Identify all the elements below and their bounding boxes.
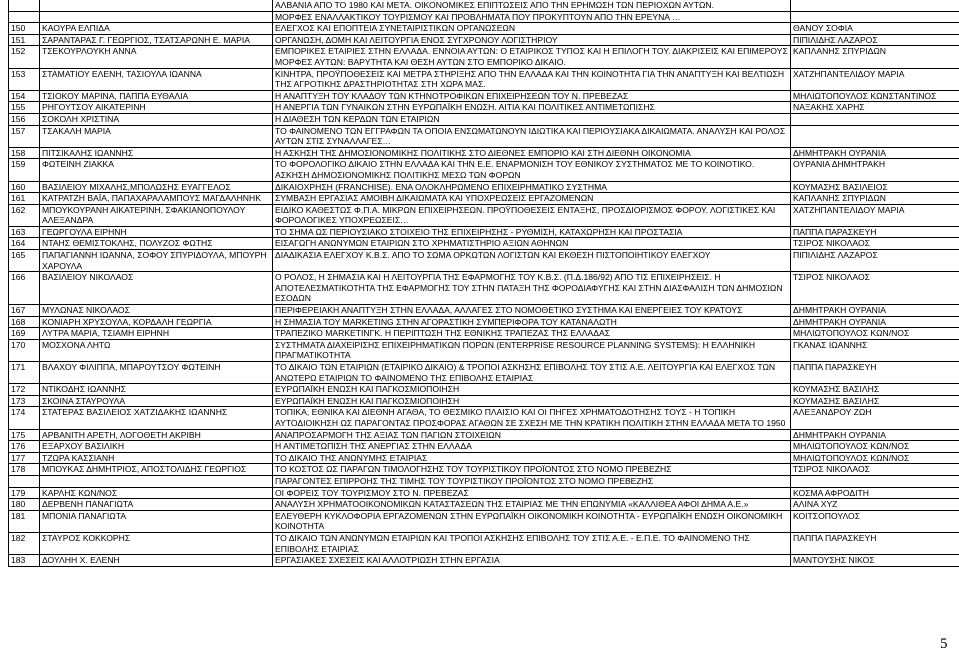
- name-cell: ΒΑΣΙΛΕΙΟΥ ΜΙΧΑΛΗΣ,ΜΠΟΛΩΣΗΣ ΕΥΑΓΓΕΛΟΣ: [40, 181, 273, 193]
- table-row: [9, 328, 959, 340]
- name-cell: ΣΤΑΜΑΤΙΟΥ ΕΛΕΝΗ, ΤΑΣΙΟΥΛΑ ΙΩΑΝΝΑ: [40, 68, 273, 90]
- name-cell: ΣΚΟΙΝΑ ΣΤΑΥΡΟΥΛΑ: [40, 395, 273, 407]
- supervisor-cell: ΑΛΙΝΑ ΧΥΖ: [791, 499, 959, 511]
- name-cell: ΤΖΩΡΑ ΚΑΣΣΙΑΝΗ: [40, 452, 273, 464]
- table-row: [9, 555, 959, 567]
- title-cell: ΤΟ ΦΟΡΟΛΟΓΙΚΟ ΔΙΚΑΙΟ ΣΤΗΝ ΕΛΛΑΔΑ ΚΑΙ ΤΗΝ Ε.Ε. ΕΝΑΡΜΟΝΙΣΗ ΤΟΥ ΕΘΝΙΚΟΥ ΣΥΣΤΗΜΑΤΟΣ ΜΕ ΤΟ ΚΟΙΝΟΤΙΚΟ. ΑΣΚΗΣΗ ΔΗΜΟΣΙΟΝΟΜΙΚΗΣ ΠΟΛΙΤΙΚΗΣ ΜΕΣΩ ΤΩΝ ΦΟΡΩΝ: [273, 159, 791, 181]
- title-cell: ΤΟΠΙΚΑ, ΕΘΝΙΚΑ ΚΑΙ ΔΙΕΘΝΗ ΑΓΑΘΑ, ΤΟ ΘΕΣΜΙΚΟ ΠΛΑΙΣΙΟ ΚΑΙ ΟΙ ΠΗΓΕΣ ΧΡΗΜΑΤΟΔΟΤΗΣΗΣ ΤΟΥΣ - Η ΤΟΠΙΚΗ ΑΥΤΟΔΙΟΙΚΗΣΗ ΩΣ ΠΑΡΑΓΟΝΤΑΣ ΠΡΟΣΦΟΡΑΣ ΑΓΑΘΩΝ ΣΕ ΣΧΕΣΗ ΜΕ ΤΗΝ ΚΡΑΤΙΚΗ ΠΟΛΙΤΙΚΗ ΣΤΗΝ ΕΛΛΑΔΑ ΜΕΤΑ ΤΟ 1950: [273, 407, 791, 429]
- title-cell: ΕΥΡΩΠΑΪΚΗ ΕΝΩΣΗ ΚΑΙ ΠΑΓΚΟΣΜΙΟΠΟΙΗΣΗ: [273, 395, 791, 407]
- name-cell: ΡΗΓΟΥΤΣΟΥ ΑΙΚΑΤΕΡΙΝΗ: [40, 102, 273, 114]
- number-cell: 157: [9, 125, 40, 147]
- number-cell: 178: [9, 464, 40, 476]
- name-cell: ΚΟΝΙΑΡΗ ΧΡΥΣΟΥΛΑ, ΚΟΡΔΑΛΗ ΓΕΩΡΓΙΑ: [40, 316, 273, 328]
- number-cell: 167: [9, 305, 40, 317]
- title-cell: ΕΛΕΓΧΟΣ ΚΑΙ ΕΠΟΠΤΕΙΑ ΣΥΝΕΤΑΙΡΙΣΤΙΚΩΝ ΟΡΓΑΝΩΣΕΩΝ: [273, 23, 791, 35]
- name-cell: ΜΥΛΩΝΑΣ ΝΙΚΟΛΑΟΣ: [40, 305, 273, 317]
- supervisor-cell: ΜΗΛΙΩΤΟΠΟΥΛΟΣ ΚΩΝ/ΝΟΣ: [791, 441, 959, 453]
- table-row: [9, 441, 959, 453]
- name-cell: ΓΕΩΡΓΟΥΛΑ ΕΙΡΗΝΗ: [40, 226, 273, 238]
- supervisor-cell: ΔΗΜΗΤΡΑΚΗ ΟΥΡΑΝΙΑ: [791, 147, 959, 159]
- name-cell: ΦΩΤΕΙΝΗ ΖΙΑΚΚΑ: [40, 159, 273, 181]
- name-cell: ΒΑΣΙΛΕΙΟΥ ΝΙΚΟΛΑΟΣ: [40, 272, 273, 305]
- continuation-row: [9, 11, 959, 23]
- title-cell: Η ΑΝΑΠΤΥΞΗ ΤΟΥ ΚΛΑΔΟΥ ΤΩΝ ΚΤΗΝΟΤΡΟΦΙΚΩΝ ΕΠΙΧΕΙΡΗΣΕΩΝ ΤΟΥ Ν. ΠΡΕΒΕΖΑΣ: [273, 90, 791, 102]
- supervisor-cell: [791, 475, 959, 487]
- number-cell: 150: [9, 23, 40, 35]
- name-cell: ΝΤΙΚΟΔΗΣ ΙΩΑΝΝΗΣ: [40, 384, 273, 396]
- supervisor-cell: ΟΥΡΑΝΙΑ ΔΗΜΗΤΡΑΚΗ: [791, 159, 959, 181]
- title-cell: ΕΙΣΑΓΩΓΗ ΑΝΩΝΥΜΩΝ ΕΤΑΙΡΙΩΝ ΣΤΟ ΧΡΗΜΑΤΙΣΤΗΡΙΟ ΑΞΙΩΝ ΑΘΗΝΩΝ: [273, 238, 791, 250]
- table-row: [9, 464, 959, 476]
- name-cell: ΝΤΑΗΣ ΘΕΜΙΣΤΟΚΛΗΣ, ΠΟΛΥΖΟΣ ΦΩΤΗΣ: [40, 238, 273, 250]
- number-cell: 164: [9, 238, 40, 250]
- table-row: [9, 316, 959, 328]
- name-cell: ΠΑΠΑΓΙΑΝΝΗ ΙΩΑΝΝΑ, ΣΟΦΟΥ ΣΠΥΡΙΔΟΥΛΑ, ΜΠΟΥΡΗ ΧΑΡΟΥΛΑ: [40, 250, 273, 272]
- supervisor-cell: ΚΟΙΤΣΟΠΟΥΛΟΣ: [791, 510, 959, 532]
- number-cell: 174: [9, 407, 40, 429]
- supervisor-cell: ΤΣΙΡΟΣ ΝΙΚΟΛΑΟΣ: [791, 272, 959, 305]
- continuation-row: [9, 0, 959, 11]
- thesis-table: [8, 0, 959, 567]
- title-cell: ΣΥΜΒΑΣΗ ΕΡΓΑΣΙΑΣ ΑΜΟΙΒΗ ΔΙΚΑΙΩΜΑΤΑ ΚΑΙ ΥΠΟΧΡΕΩΣΕΙΣ ΕΡΓΑΖΟΜΕΝΩΝ: [273, 193, 791, 205]
- supervisor-cell: ΓΚΑΝΑΣ ΙΩΑΝΝΗΣ: [791, 339, 959, 361]
- table-row: [9, 181, 959, 193]
- title-cell: Η ΑΣΚΗΣΗ ΤΗΣ ΔΗΜΟΣΙΟΝΟΜΙΚΗΣ ΠΟΛΙΤΙΚΗΣ ΣΤΟ ΔΙΕΘΝΕΣ ΕΜΠΟΡΙΟ ΚΑΙ ΣΤΗ ΔΙΕΘΝΗ ΟΙΚΟΝΟΜΙΑ: [273, 147, 791, 159]
- page-number: 5: [940, 636, 948, 652]
- supervisor-cell: ΚΟΥΜΑΣΗΣ ΒΑΣΙΛΗΣ: [791, 395, 959, 407]
- title-cell: ΤΡΑΠΕΖΙΚΟ MARKETINΓK. Η ΠΕΡΙΠΤΩΣΗ ΤΗΣ ΕΘΝΙΚΗΣ ΤΡΑΠΕΖΑΣ ΤΗΣ ΕΛΛΑΔΑΣ: [273, 328, 791, 340]
- name-cell: ΚΑΡΛΗΣ ΚΩΝ/ΝΟΣ: [40, 487, 273, 499]
- number-cell: 166: [9, 272, 40, 305]
- supervisor-cell: ΔΗΜΗΤΡΑΚΗ ΟΥΡΑΝΙΑ: [791, 305, 959, 317]
- supervisor-cell: ΔΗΜΗΤΡΑΚΗ ΟΥΡΑΝΙΑ: [791, 429, 959, 441]
- table-row: [9, 34, 959, 46]
- table-row: [9, 429, 959, 441]
- title-cell: ΑΝΑΛΥΣΗ ΧΡΗΜΑΤΟΟΙΚΟΝΟΜΙΚΩΝ ΚΑΤΑΣΤΑΣΕΩΝ ΤΗΣ ΕΤΑΙΡΙΑΣ ΜΕ ΤΗΝ ΕΠΩΝΥΜΙΑ «ΚΑΛΛΙΘΕΑ ΑΦΟΙ ΔΗΜΑ Α.Ε.»: [273, 499, 791, 511]
- table-row: [9, 272, 959, 305]
- supervisor-cell: ΚΑΠΛΑΝΗΣ ΣΠΥΡΙΔΩΝ: [791, 193, 959, 205]
- table-row: [9, 226, 959, 238]
- title-cell: Η ΑΝΤΙΜΕΤΩΠΙΣΗ ΤΗΣ ΑΝΕΡΓΙΑΣ ΣΤΗΝ ΕΛΛΑΔΑ: [273, 441, 791, 453]
- name-cell: [40, 0, 273, 11]
- table-row: [9, 532, 959, 554]
- supervisor-cell: ΧΑΤΖΗΠΑΝΤΕΛΙΔΟΥ ΜΑΡΙΑ: [791, 204, 959, 226]
- supervisor-cell: ΚΑΠΛΑΝΗΣ ΣΠΥΡΙΔΩΝ: [791, 46, 959, 68]
- supervisor-cell: ΜΗΛΙΩΤΟΠΟΥΛΟΣ ΚΩΝΣΤΑΝΤΙΝΟΣ: [791, 90, 959, 102]
- supervisor-cell: [791, 113, 959, 125]
- table-row: [9, 147, 959, 159]
- table-row: [9, 193, 959, 205]
- title-cell: ΤΟ ΣΗΜΑ ΩΣ ΠΕΡΙΟΥΣΙΑΚΟ ΣΤΟΙΧΕΙΟ ΤΗΣ ΕΠΙΧΕΙΡΗΣΗΣ - ΡΥΘΜΙΣΗ, ΚΑΤΑΧΩΡΗΣΗ ΚΑΙ ΠΡΟΣΤΑΣΙΑ: [273, 226, 791, 238]
- number-cell: 151: [9, 34, 40, 46]
- number-cell: 176: [9, 441, 40, 453]
- number-cell: 177: [9, 452, 40, 464]
- number-cell: 180: [9, 499, 40, 511]
- name-cell: ΑΡΒΑΝΙΤΗ ΑΡΕΤΗ, ΛΟΓΟΘΕΤΗ ΑΚΡΙΒΗ: [40, 429, 273, 441]
- number-cell: [9, 11, 40, 23]
- supervisor-cell: ΘΑΝΟΥ ΣΟΦΙΑ: [791, 23, 959, 35]
- table-row: [9, 339, 959, 361]
- title-cell: ΚΙΝΗΤΡΑ, ΠΡΟΫΠΟΘΕΣΕΙΣ ΚΑΙ ΜΕΤΡΑ ΣΤΗΡΙΞΗΣ ΑΠΟ ΤΗΝ ΕΛΛΑΔΑ ΚΑΙ ΤΗΝ ΚΟΙΝΟΤΗΤΑ ΓΙΑ ΤΗΝ ΑΝΑΠΤΥΞΗ ΚΑΙ ΒΕΛΤΙΩΣΗ ΤΗΣ ΑΓΡΟΤΙΚΗΣ ΔΡΑΣΤΗΡΙΟΤΗΤΑΣ ΣΤΗ ΧΩΡΑ ΜΑΣ.: [273, 68, 791, 90]
- supervisor-cell: [791, 125, 959, 147]
- number-cell: 172: [9, 384, 40, 396]
- table-row: [9, 510, 959, 532]
- supervisor-cell: ΚΟΣΜΑ ΑΦΡΟΔΙΤΗ: [791, 487, 959, 499]
- title-cell: ΔΙΚΑΙΟΧΡΗΣΗ (FRANCHISE). ΕΝΑ ΟΛΟΚΛΗΡΩΜΕΝΟ ΕΠΙΧΕΙΡΗΜΑΤΙΚΟ ΣΥΣΤΗΜΑ: [273, 181, 791, 193]
- supervisor-cell: ΤΣΙΡΟΣ ΝΙΚΟΛΑΟΣ: [791, 464, 959, 476]
- name-cell: ΤΣΕΚΟΥΡΛΟΥΚΗ ΑΝΝΑ: [40, 46, 273, 68]
- title-cell: ΜΟΡΦΕΣ ΕΝΑΛΛΑΚΤΙΚΟΥ ΤΟΥΡΙΣΜΟΥ ΚΑΙ ΠΡΟΒΛΗΜΑΤΑ ΠΟΥ ΠΡΟΚΥΠΤΟΥΝ ΑΠΟ ΤΗΝ ΕΡΕΥΝΑ …: [273, 11, 791, 23]
- title-cell: ΔΙΑΔΙΚΑΣΙΑ ΕΛΕΓΧΟΥ Κ.Β.Σ. ΑΠΟ ΤΟ ΣΩΜΑ ΟΡΚΩΤΩΝ ΛΟΓΙΣΤΩΝ ΚΑΙ ΕΚΘΕΣΗ ΠΙΣΤΟΠΟΙΗΤΙΚΟΥ ΕΛΕΓΧΟΥ: [273, 250, 791, 272]
- number-cell: 153: [9, 68, 40, 90]
- number-cell: 156: [9, 113, 40, 125]
- name-cell: ΤΣΙΟΚΟΥ ΜΑΡΙΝΑ, ΠΑΠΠΑ ΕΥΘΑΛΙΑ: [40, 90, 273, 102]
- title-cell: ΑΝΑΠΡΟΣΑΡΜΟΓΗ ΤΗΣ ΑΞΙΑΣ ΤΩΝ ΠΑΓΙΩΝ ΣΤΟΙΧΕΙΩΝ: [273, 429, 791, 441]
- table-row: [9, 204, 959, 226]
- number-cell: 170: [9, 339, 40, 361]
- table-row: [9, 305, 959, 317]
- title-cell: ΑΛΒΑΝΙΑ ΑΠΟ ΤΟ 1980 ΚΑΙ ΜΕΤΑ. ΟΙΚΟΝΟΜΙΚΕΣ ΕΠΙΠΤΩΣΕΙΣ ΑΠΟ ΤΗΝ ΕΡΗΜΩΣΗ ΤΩΝ ΠΕΡΙΟΧΩΝ ΑΥΤΩΝ.: [273, 0, 791, 11]
- supervisor-cell: ΑΛΕΞΑΝΔΡΟΥ ΖΩΗ: [791, 407, 959, 429]
- supervisor-cell: ΔΗΜΗΤΡΑΚΗ ΟΥΡΑΝΙΑ: [791, 316, 959, 328]
- supervisor-cell: ΠΙΠΙΛΙΔΗΣ ΛΑΖΑΡΟΣ: [791, 250, 959, 272]
- name-cell: ΒΛΑΧΟΥ ΦΙΛΙΠΠΑ, ΜΠΑΡΟΥΤΣΟΥ ΦΩΤΕΙΝΗ: [40, 362, 273, 384]
- number-cell: 171: [9, 362, 40, 384]
- title-cell: Η ΑΝΕΡΓΙΑ ΤΩΝ ΓΥΝΑΙΚΩΝ ΣΤΗΝ ΕΥΡΩΠΑΪΚΗ ΕΝΩΣΗ. ΑΙΤΙΑ ΚΑΙ ΠΟΛΙΤΙΚΕΣ ΑΝΤΙΜΕΤΩΠΙΣΗΣ: [273, 102, 791, 114]
- supervisor-cell: ΠΙΠΙΛΙΔΗΣ ΛΑΖΑΡΟΣ: [791, 34, 959, 46]
- table-row: [9, 250, 959, 272]
- name-cell: ΣΤΑΤΕΡΑΣ ΒΑΣΙΛΕΙΟΣ ΧΑΤΖΙΔΑΚΗΣ ΙΩΑΝΝΗΣ: [40, 407, 273, 429]
- table-row: [9, 125, 959, 147]
- title-cell: ΕΥΡΩΠΑΪΚΗ ΕΝΩΣΗ ΚΑΙ ΠΑΓΚΟΣΜΙΟΠΟΙΗΣΗ: [273, 384, 791, 396]
- supervisor-cell: ΜΗΛΙΩΤΟΠΟΥΛΟΣ ΚΩΝ/ΝΟΣ: [791, 328, 959, 340]
- number-cell: 169: [9, 328, 40, 340]
- supervisor-cell: ΠΑΠΠΑ ΠΑΡΑΣΚΕΥΗ: [791, 226, 959, 238]
- name-cell: ΣΟΚΟΛΗ ΧΡΙΣΤΙΝΑ: [40, 113, 273, 125]
- number-cell: 155: [9, 102, 40, 114]
- table-row: [9, 407, 959, 429]
- title-cell: Η ΣΗΜΑΣΙΑ ΤΟΥ MARKETING ΣΤΗΝ ΑΓΟΡΑΣΤΙΚΗ ΣΥΜΠΕΡΙΦΟΡΑ ΤΟΥ ΚΑΤΑΝΑΛΩΤΗ: [273, 316, 791, 328]
- supervisor-cell: ΠΑΠΠΑ ΠΑΡΑΣΚΕΥΗ: [791, 532, 959, 554]
- number-cell: 165: [9, 250, 40, 272]
- name-cell: ΜΠΟΝΙΑ ΠΑΝΑΓΙΩΤΑ: [40, 510, 273, 532]
- title-cell: ΤΟ ΚΟΣΤΟΣ ΩΣ ΠΑΡΑΓΩΝ ΤΙΜΟΛΟΓΗΣΗΣ ΤΟΥ ΤΟΥΡΙΣΤΙΚΟΥ ΠΡΟΪΟΝΤΟΣ ΣΤΟ ΝΟΜΟ ΠΡΕΒΕΖΗΣ: [273, 464, 791, 476]
- title-cell: ΤΟ ΔΙΚΑΙΟ ΤΩΝ ΑΝΩΝΥΜΩΝ ΕΤΑΙΡΙΩΝ ΚΑΙ ΤΡΟΠΟΙ ΑΣΚΗΣΗΣ ΕΠΙΒΟΛΗΣ ΤΟΥ ΣΤΙΣ Α.Ε. - Ε.Π.Ε. ΤΟ ΦΑΙΝΟΜΕΝΟ ΤΗΣ ΕΠΙΒΟΛΗΣ ΕΤΑΙΡΙΑΣ: [273, 532, 791, 554]
- number-cell: 183: [9, 555, 40, 567]
- supervisor-cell: ΠΑΠΠΑ ΠΑΡΑΣΚΕΥΗ: [791, 362, 959, 384]
- name-cell: ΣΑΡΑΝΤΑΡΑΣ Γ. ΓΕΩΡΓΙΟΣ, ΤΣΑΤΣΑΡΩΝΗ Ε. ΜΑΡΙΑ: [40, 34, 273, 46]
- table-row: [9, 362, 959, 384]
- table-row: [9, 102, 959, 114]
- number-cell: 175: [9, 429, 40, 441]
- title-cell: ΤΟ ΔΙΚΑΙΟ ΤΩΝ ΕΤΑΙΡΙΩΝ (ΕΤΑΙΡΙΚΟ ΔΙΚΑΙΟ) & ΤΡΟΠΟΙ ΑΣΚΗΣΗΣ ΕΠΙΒΟΛΗΣ ΤΟΥ ΣΤΙΣ Α.Ε. ΛΕΙΤΟΥΡΓΙΑ ΚΑΙ ΕΛΕΓΧΟΣ ΤΩΝ ΑΝΩΤΕΡΩ ΕΤΑΙΡΙΩΝ ΤΟ ΦΑΙΝΟΜΕΝΟ ΤΗΣ ΕΠΙΒΟΛΗΣ ΕΤΑΙΡΙΑΣ: [273, 362, 791, 384]
- name-cell: ΣΤΑΥΡΟΣ ΚΟΚΚΟΡΗΣ: [40, 532, 273, 554]
- table-row: [9, 499, 959, 511]
- number-cell: 152: [9, 46, 40, 68]
- number-cell: [9, 0, 40, 11]
- number-cell: 181: [9, 510, 40, 532]
- table-row: [9, 90, 959, 102]
- title-cell: ΟΙ ΦΟΡΕΙΣ ΤΟΥ ΤΟΥΡΙΣΜΟΥ ΣΤΟ Ν. ΠΡΕΒΕΖΑΣ: [273, 487, 791, 499]
- title-cell: ΠΕΡΙΦΕΡΕΙΑΚΗ ΑΝΑΠΤΥΞΗ ΣΤΗΝ ΕΛΛΑΔΑ, ΑΛΛΑΓΕΣ ΣΤΟ ΝΟΜΟΘΕΤΙΚΟ ΣΥΣΤΗΜΑ ΚΑΙ ΕΝΕΡΓΕΙΕΣ ΤΟΥ ΚΡΑΤΟΥΣ: [273, 305, 791, 317]
- name-cell: ΔΕΡΒΕΝΗ ΠΑΝΑΓΙΩΤΑ: [40, 499, 273, 511]
- thesis-table-body: [9, 0, 959, 566]
- name-cell: ΚΑΟΥΡΑ ΕΛΠΙΔΑ: [40, 23, 273, 35]
- name-cell: [40, 475, 273, 487]
- number-cell: 173: [9, 395, 40, 407]
- number-cell: 160: [9, 181, 40, 193]
- number-cell: 154: [9, 90, 40, 102]
- title-cell: Η ΔΙΑΘΕΣΗ ΤΩΝ ΚΕΡΔΩΝ ΤΩΝ ΕΤΑΙΡΙΩΝ: [273, 113, 791, 125]
- supervisor-cell: ΜΑΝΤΟΥΣΗΣ ΝΙΚΟΣ: [791, 555, 959, 567]
- title-cell: ΣΥΣΤΗΜΑΤΑ ΔΙΑΧΕΙΡΙΣΗΣ ΕΠΙΧΕΙΡΗΜΑΤΙΚΩΝ ΠΟΡΩΝ (ENTERPRISE RESOURCE PLANNING SYSTEMS): Η ΕΛΛΗΝΙΚΗ ΠΡΑΓΜΑΤΙΚΟΤΗΤΑ: [273, 339, 791, 361]
- table-row: [9, 238, 959, 250]
- title-cell: ΕΙΔΙΚΟ ΚΑΘΕΣΤΩΣ Φ.Π.Α. ΜΙΚΡΩΝ ΕΠΙΧΕΙΡΗΣΕΩΝ. ΠΡΟΫΠΟΘΕΣΕΙΣ ΕΝΤΑΞΗΣ, ΠΡΟΣΔΙΟΡΙΣΜΟΣ ΦΟΡΟΥ. ΛΟΓΙΣΤΙΚΕΣ ΚΑΙ ΦΟΡΟΛΟΓΙΚΕΣ ΥΠΟΧΡΕΩΣΕΙΣ…: [273, 204, 791, 226]
- table-row: [9, 159, 959, 181]
- name-cell: ΕΞΑΡΧΟΥ ΒΑΣΙΛΙΚΗ: [40, 441, 273, 453]
- name-cell: ΜΠΟΥΚΟΥΡΑΝΗ ΑΙΚΑΤΕΡΙΝΗ, ΣΦΑΚΙΑΝΟΠΟΥΛΟΥ ΑΛΕΞΑΝΔΡΑ: [40, 204, 273, 226]
- name-cell: ΜΟΣΧΟΝΑ ΛΗΤΩ: [40, 339, 273, 361]
- number-cell: 163: [9, 226, 40, 238]
- table-row: [9, 46, 959, 68]
- table-row: [9, 68, 959, 90]
- title-cell: Ο ΡΟΛΟΣ, Η ΣΗΜΑΣΙΑ ΚΑΙ Η ΛΕΙΤΟΥΡΓΙΑ ΤΗΣ ΕΦΑΡΜΟΓΗΣ ΤΟΥ Κ.Β.Σ. (Π.Δ.186/92) ΑΠΟ ΤΙΣ ΕΠΙΧΕΙΡΗΣΕΙΣ. Η ΑΠΟΤΕΛΕΣΜΑΤΙΚΟΤΗΤΑ ΤΗΣ ΕΦΑΡΜΟΓΗΣ ΤΟΥ ΣΤΗΝ ΠΑΤΑΞΗ ΤΗΣ ΦΟΡΟΔΙΑΦΥΓΗΣ ΚΑΙ ΣΤΗΝ ΔΙΑΣΦΑΛΙΣΗ ΤΩΝ ΔΗΜΟΣΙΩΝ ΕΣΟΔΩΝ: [273, 272, 791, 305]
- name-cell: ΛΥΤΡΑ ΜΑΡΙΑ, ΤΣΙΑΜΗ ΕΙΡΗΝΗ: [40, 328, 273, 340]
- name-cell: ΤΣΑΚΑΛΗ ΜΑΡΙΑ: [40, 125, 273, 147]
- name-cell: ΔΟΥΛΗΗ Χ. ΕΛΕΝΗ: [40, 555, 273, 567]
- table-row: [9, 384, 959, 396]
- title-cell: ΟΡΓΑΝΩΣΗ, ΔΟΜΗ ΚΑΙ ΛΕΙΤΟΥΡΓΙΑ ΕΝΟΣ ΣΥΓΧΡΟΝΟΥ ΛΟΓΙΣΤΗΡΙΟΥ: [273, 34, 791, 46]
- table-row: [9, 395, 959, 407]
- title-cell: ΕΡΓΑΣΙΑΚΕΣ ΣΧΕΣΕΙΣ ΚΑΙ ΑΛΛΟΤΡΙΩΣΗ ΣΤΗΝ ΕΡΓΑΣΙΑ: [273, 555, 791, 567]
- table-row: [9, 113, 959, 125]
- title-cell: ΠΑΡΑΓΟΝΤΕΣ ΕΠΙΡΡΟΗΣ ΤΗΣ ΤΙΜΗΣ ΤΟΥ ΤΟΥΡΙΣΤΙΚΟΥ ΠΡΟΪΟΝΤΟΣ ΣΤΟ ΝΟΜΟ ΠΡΕΒΕΖΗΣ: [273, 475, 791, 487]
- supervisor-cell: [791, 11, 959, 23]
- table-row: [9, 487, 959, 499]
- table-row: [9, 452, 959, 464]
- number-cell: 158: [9, 147, 40, 159]
- title-cell: ΤΟ ΔΙΚΑΙΟ ΤΗΣ ΑΝΩΝΥΜΗΣ ΕΤΑΙΡΙΑΣ: [273, 452, 791, 464]
- supervisor-cell: ΚΟΥΜΑΣΗΣ ΒΑΣΙΛΗΣ: [791, 384, 959, 396]
- number-cell: 162: [9, 204, 40, 226]
- supervisor-cell: ΝΑΞΑΚΗΣ ΧΑΡΗΣ: [791, 102, 959, 114]
- table-row: [9, 23, 959, 35]
- title-cell: ΕΜΠΟΡΙΚΕΣ ΕΤΑΙΡΙΕΣ ΣΤΗΝ ΕΛΛΑΔΑ. ΕΝΝΟΙΑ ΑΥΤΩΝ: Ο ΕΤΑΙΡΙΚΟΣ ΤΥΠΟΣ ΚΑΙ Η ΕΠΙΛΟΓΗ ΤΟΥ. ΔΙΑΚΡΙΣΕΙΣ ΚΑΙ ΕΠΙΜΕΡΟΥΣ ΜΟΡΦΕΣ ΑΥΤΩΝ: ΒΑΡΥΤΗΤΑ ΚΑΙ ΘΕΣΗ ΑΥΤΩΝ ΣΤΟ ΕΜΠΟΡΙΚΟ ΔΙΚΑΙΟ.: [273, 46, 791, 68]
- number-cell: 161: [9, 193, 40, 205]
- supervisor-cell: ΧΑΤΖΗΠΑΝΤΕΛΙΔΟΥ ΜΑΡΙΑ: [791, 68, 959, 90]
- name-cell: ΠΙΤΣΙΚΑΛΗΣ ΙΩΑΝΝΗΣ: [40, 147, 273, 159]
- supervisor-cell: [791, 0, 959, 11]
- number-cell: 168: [9, 316, 40, 328]
- number-cell: 182: [9, 532, 40, 554]
- supervisor-cell: ΤΣΙΡΟΣ ΝΙΚΟΛΑΟΣ: [791, 238, 959, 250]
- supervisor-cell: ΜΗΛΙΩΤΟΠΟΥΛΟΣ ΚΩΝ/ΝΟΣ: [791, 452, 959, 464]
- supervisor-cell: ΚΟΥΜΑΣΗΣ ΒΑΣΙΛΕΙΟΣ: [791, 181, 959, 193]
- number-cell: 159: [9, 159, 40, 181]
- name-cell: ΜΠΟΥΚΑΣ ΔΗΜΗΤΡΙΟΣ, ΑΠΟΣΤΟΛΙΔΗΣ ΓΕΩΡΓΙΟΣ: [40, 464, 273, 476]
- number-cell: [9, 475, 40, 487]
- title-cell: ΕΛΕΥΘΕΡΗ ΚΥΚΛΟΦΟΡΙΑ ΕΡΓΑΖΟΜΕΝΩΝ ΣΤΗΝ ΕΥΡΩΠΑΪΚΗ ΟΙΚΟΝΟΜΙΚΗ ΚΟΙΝΟΤΗΤΑ - ΕΥΡΩΠΑΪΚΗ ΕΝΩΣΗ ΟΙΚΟΝΟΜΙΚΗ ΚΟΙΝΟΤΗΤΑ: [273, 510, 791, 532]
- name-cell: [40, 11, 273, 23]
- title-cell: ΤΟ ΦΑΙΝΟΜΕΝΟ ΤΩΝ ΕΓΓΡΑΦΩΝ ΤΑ ΟΠΟΙΑ ΕΝΣΩΜΑΤΩΝΟΥΝ ΙΔΙΩΤΙΚΑ ΚΑΙ ΠΕΡΙΟΥΣΙΑΚΑ ΔΙΚΑΙΩΜΑΤΑ. ΑΝΑΛΥΣΗ ΚΑΙ ΡΟΛΟΣ ΑΥΤΩΝ ΣΤΙΣ ΣΥΝΑΛΛΑΓΕΣ…: [273, 125, 791, 147]
- table-row: [9, 475, 959, 487]
- name-cell: ΚΑΤΡΑΤΖΗ ΒΑΪΑ, ΠΑΠΑΧΑΡΑΛΑΜΠΟΥΣ ΜΑΓΔΑΛΗΝΗΚ: [40, 193, 273, 205]
- number-cell: 179: [9, 487, 40, 499]
